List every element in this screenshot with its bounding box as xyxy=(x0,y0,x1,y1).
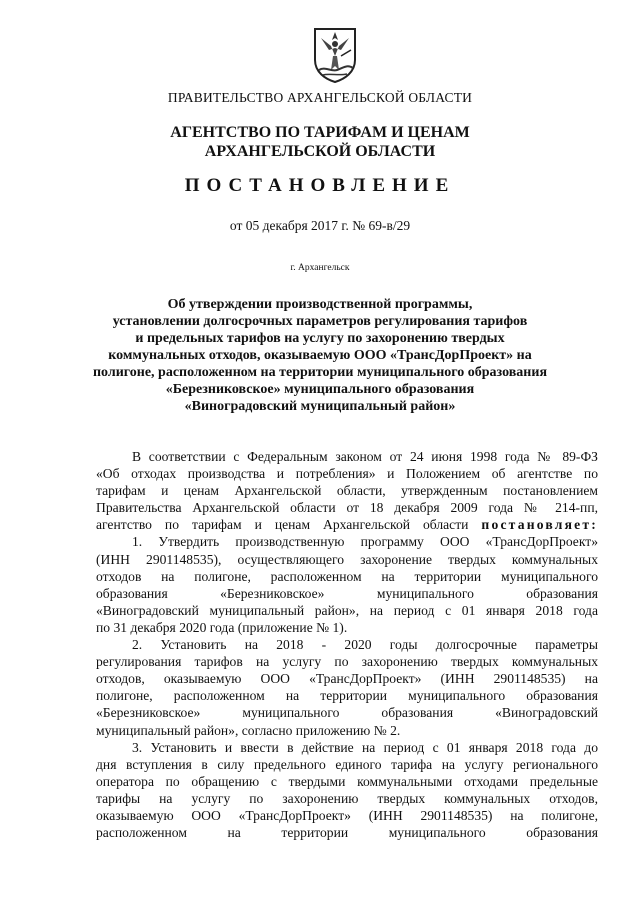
body-line: «Виноградовский муниципальный район», на период с 01 января 2018 года xyxy=(96,602,598,618)
body-line: тарифы на услугу по захоронению твердых коммунальных отходов, xyxy=(96,790,598,806)
title-line: и предельных тарифов на услугу по захоронению твердых xyxy=(135,331,505,346)
coat-of-arms-icon xyxy=(311,26,359,84)
document-body xyxy=(96,448,598,841)
title-line: Об утверждении производственной программы, xyxy=(167,297,473,312)
body-line: по 31 декабря 2020 года (приложение № 1). xyxy=(96,619,348,635)
document-title xyxy=(0,296,640,415)
preamble-paragraph xyxy=(96,448,598,533)
body-line-text: агентство по тарифам и ценам Архангельской области xyxy=(96,517,469,533)
agency-line-2: АРХАНГЕЛЬСКОЙ ОБЛАСТИ xyxy=(204,143,436,160)
body-line: В соответствии с Федеральным законом от 24 июня 1998 года № 89-ФЗ xyxy=(132,449,598,464)
title-line: установлении долгосрочных параметров регулирования тарифов xyxy=(112,314,528,329)
body-line: 1. Утвердить производственную программу ООО «ТрансДорПроект» xyxy=(132,534,598,550)
body-line xyxy=(96,516,598,533)
agency-line-1: АГЕНТСТВО ПО ТАРИФАМ И ЦЕНАМ xyxy=(170,124,470,141)
title-line: «Березниковское» муниципального образования xyxy=(165,382,475,397)
body-line: 3. Установить и ввести в действие на период с 01 января 2018 года до xyxy=(132,739,598,755)
decree-keyword: постановляет: xyxy=(481,517,598,533)
body-line: дня вступления в силу предельного единого тарифа на услугу регионального xyxy=(96,756,598,772)
body-line: полигоне, расположенном на территории муниципального образования xyxy=(96,688,598,704)
document-type: ПОСТАНОВЛЕНИЕ xyxy=(184,175,456,196)
government-name: ПРАВИТЕЛЬСТВО АРХАНГЕЛЬСКОЙ ОБЛАСТИ xyxy=(167,90,473,105)
body-line: регулирования тарифов на услугу по захоронению твердых коммунальных xyxy=(96,654,598,670)
body-line: тарифам и ценам Архангельской области, утвержденным постановлением xyxy=(96,483,598,499)
body-line: Правительства Архангельской области от 18 декабря 2009 года № 214-пп, xyxy=(96,500,598,516)
body-line: отходов на полигоне, расположенном на территории муниципального xyxy=(96,568,598,584)
body-line: оказываемую ООО «ТрансДорПроект» (ИНН 2901148535) на полигоне, xyxy=(96,807,598,823)
date-number: от 05 декабря 2017 г. № 69-в/29 xyxy=(229,218,411,233)
title-line: «Виноградовский муниципальный район» xyxy=(184,399,456,414)
title-line: полигоне, расположенном на территории муниципального образования xyxy=(92,365,548,380)
title-line: коммунальных отходов, оказываемую ООО «ТрансДорПроект» на xyxy=(108,348,532,363)
body-line: «Березниковское» муниципального образования «Виноградовский xyxy=(96,705,598,721)
body-line: расположенном на территории муниципального образования xyxy=(96,825,598,841)
body-line: муниципальный район», согласно приложению № 2. xyxy=(96,722,401,738)
agency-name xyxy=(0,123,640,161)
paragraph-3 xyxy=(96,739,598,842)
body-line: 2. Установить на 2018 - 2020 годы долгосрочные параметры xyxy=(132,637,598,653)
body-line: отходов, оказываемую ООО «ТрансДорПроект» (ИНН 2901148535) на xyxy=(96,671,598,687)
body-line: образования «Березниковское» муниципального образования xyxy=(96,585,598,601)
city: г. Архангельск xyxy=(290,263,350,273)
body-line: оператора по обращению с твердыми коммунальными отходами предельные xyxy=(96,773,598,789)
paragraph-1 xyxy=(96,533,598,636)
body-line: «Об отходах производства и потребления» и Положением об агентстве по xyxy=(96,466,598,482)
paragraph-2 xyxy=(96,636,598,739)
body-line: (ИНН 2901148535), осуществляющего захоронение твердых коммунальных xyxy=(96,551,598,567)
